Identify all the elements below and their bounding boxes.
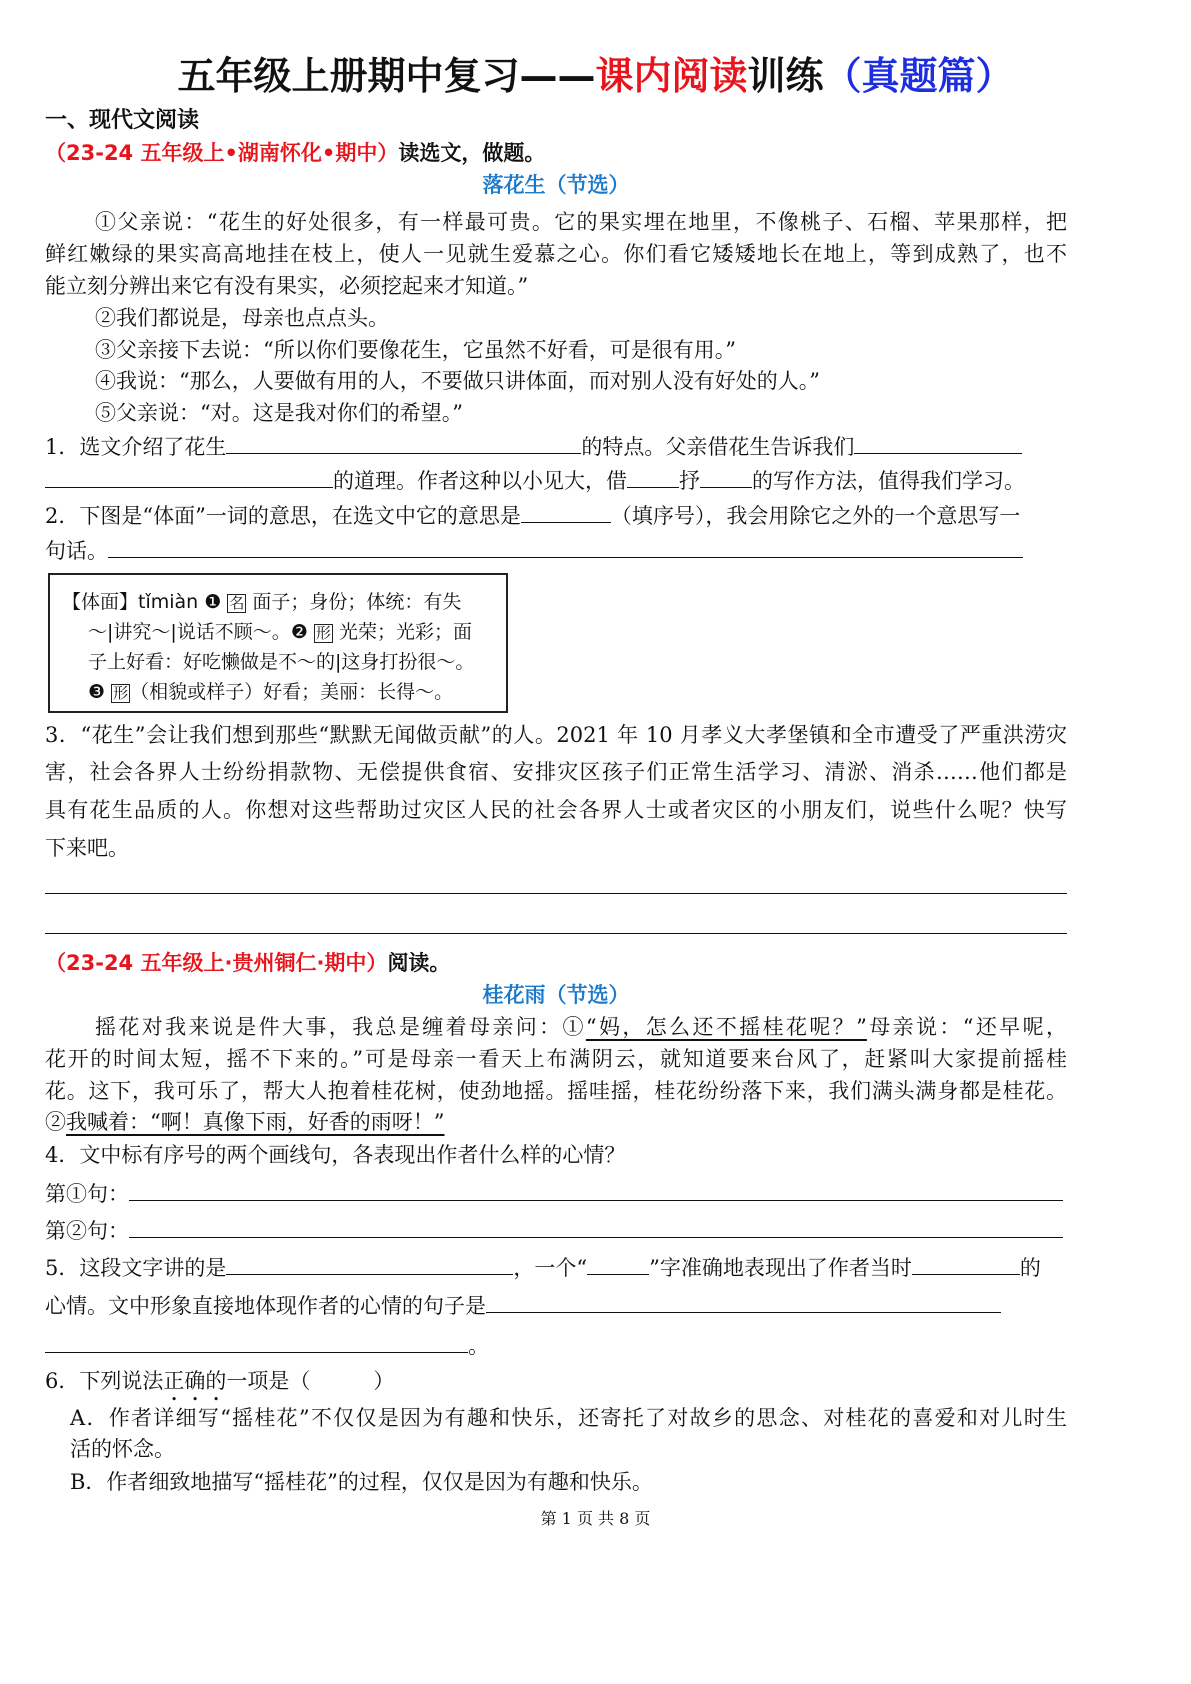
passage2-line: 花开的时间太短，摇不下来的。”可是母亲一看天上布满阴云，就知道要来台风了，赶紧叫大家提前摇桂 bbox=[45, 1047, 1067, 1071]
option-b[interactable]: B．作者细致地描写“摇桂花”的过程，仅仅是因为有趣和快乐。 bbox=[70, 1470, 653, 1494]
question-3-line: 下来吧。 bbox=[45, 836, 129, 860]
dict-line: ❸ 形 （相貌或样子）好看；美丽：长得～。 bbox=[88, 681, 454, 703]
passage2-line: 花。这下，我可乐了，帮大人抱着桂花树，使劲地摇。摇哇摇，桂花纷纷落下来，我们满头满身都是桂花。 bbox=[45, 1079, 1067, 1103]
question-4-answer-2: 第②句： bbox=[45, 1215, 1067, 1246]
answer-line[interactable] bbox=[45, 933, 1067, 934]
dict-line: 子上好看：好吃懒做是不～的|这身打扮很～。 bbox=[88, 651, 475, 673]
answer-blank[interactable] bbox=[226, 1252, 513, 1275]
answer-line[interactable] bbox=[45, 893, 1067, 894]
question-3-line: 害，社会各界人士纷纷捐款物、无偿提供食宿、安排灾区孩子们正常生活学习、清淤、消杀……他们都是 bbox=[45, 760, 1067, 784]
question-6: 6．下列说法正确的一项是（ ） bbox=[45, 1369, 395, 1393]
question-4: 4．文中标有序号的两个画线句，各表现出作者什么样的心情？ bbox=[45, 1143, 626, 1167]
answer-blank[interactable] bbox=[700, 465, 752, 488]
question-4-answer-1: 第①句： bbox=[45, 1178, 1067, 1209]
answer-blank[interactable] bbox=[854, 431, 1022, 454]
answer-blank[interactable] bbox=[129, 1215, 1063, 1238]
option-a[interactable]: A．作者详细写“摇桂花”不仅仅是因为有趣和快乐，还寄托了对故乡的思念、对桂花的喜爱和对儿时生 bbox=[70, 1406, 1067, 1430]
passage1-line: 鲜红嫩绿的果实高高地挂在枝上，使人一见就生爱慕之心。你们看它矮矮地长在地上，等到成熟了，也不 bbox=[45, 242, 1067, 266]
section-heading: 一、现代文阅读 bbox=[45, 108, 200, 133]
passage1-line: ③父亲接下去说：“所以你们要像花生，它虽然不好看，可是很有用。” bbox=[95, 338, 736, 362]
question-5-cont: 心情。文中形象直接地体现作者的心情的句子是 bbox=[45, 1290, 1067, 1321]
answer-blank[interactable] bbox=[486, 1290, 1001, 1313]
passage1-line: ⑤父亲说：“对。这是我对你们的希望。” bbox=[95, 401, 463, 425]
dictionary-entry-box bbox=[48, 573, 508, 713]
dict-line: 【体面】tǐmiàn ❶ 名 面子；身份；体统：有失 bbox=[62, 591, 462, 613]
question-1-cont: 的道理。作者这种以小见大，借 抒 的写作方法，值得我们学习。 bbox=[45, 465, 1067, 496]
page-footer: 第 1 页 共 8 页 bbox=[540, 1509, 651, 1528]
option-a-cont: 活的怀念。 bbox=[70, 1437, 175, 1461]
answer-blank[interactable] bbox=[226, 431, 581, 454]
passage1-line: ②我们都说是，母亲也点点头。 bbox=[95, 306, 389, 330]
answer-blank[interactable] bbox=[108, 535, 1023, 558]
answer-blank[interactable] bbox=[521, 500, 611, 523]
answer-blank[interactable] bbox=[45, 465, 333, 488]
dict-line: ～|讲究～|说话不顾～。❷ 形 光荣；光彩；面 bbox=[88, 621, 472, 643]
passage1-source: （23-24 五年级上•湖南怀化•期中）读选文，做题。 bbox=[45, 141, 546, 165]
question-5-cont: 。 bbox=[45, 1330, 1067, 1361]
answer-blank[interactable] bbox=[587, 1252, 649, 1275]
passage2-source: （23-24 五年级上·贵州铜仁·期中）阅读。 bbox=[45, 951, 451, 975]
answer-blank[interactable] bbox=[912, 1252, 1020, 1275]
answer-blank[interactable] bbox=[129, 1178, 1063, 1201]
page-title: 五年级上册期中复习——课内阅读训练（真题篇） bbox=[177, 54, 1014, 98]
passage2-line: 摇花对我来说是件大事，我总是缠着母亲问：①“妈，怎么还不摇桂花呢？”母亲说：“还早呢， bbox=[95, 1015, 1067, 1039]
question-5: 5．这段文字讲的是 ，一个“ ”字准确地表现出了作者当时 的 bbox=[45, 1252, 1067, 1283]
passage1-line: ④我说：“那么，人要做有用的人，不要做只讲体面，而对别人没有好处的人。” bbox=[95, 369, 820, 393]
question-2-cont: 句话。 bbox=[45, 535, 1067, 566]
passage1-line: ①父亲说：“花生的好处很多，有一样最可贵。它的果实埋在地里，不像桃子、石榴、苹果那样，把 bbox=[95, 210, 1067, 234]
answer-blank[interactable] bbox=[627, 465, 679, 488]
question-1: 1．选文介绍了花生 的特点。父亲借花生告诉我们 bbox=[45, 431, 1067, 462]
question-3-line: 具有花生品质的人。你想对这些帮助过灾区人民的社会各界人士或者灾区的小朋友们，说些什么呢？快写 bbox=[45, 798, 1067, 822]
passage1-title: 落花生（节选） bbox=[482, 172, 630, 197]
answer-blank[interactable] bbox=[45, 1330, 468, 1353]
question-2: 2．下图是“体面”一词的意思，在选文中它的意思是 （填序号），我会用除它之外的一个意思写一 bbox=[45, 500, 1067, 531]
passage2-title: 桂花雨（节选） bbox=[482, 982, 630, 1007]
passage2-line: ②我喊着：“啊！真像下雨，好香的雨呀！” bbox=[45, 1110, 445, 1134]
passage1-line: 能立刻分辨出来它有没有果实，必须挖起来才知道。” bbox=[45, 274, 529, 298]
question-3-line: 3．“花生”会让我们想到那些“默默无闻做贡献”的人。2021 年 10 月孝义大孝堡镇和全市遭受了严重洪涝灾 bbox=[45, 723, 1067, 747]
